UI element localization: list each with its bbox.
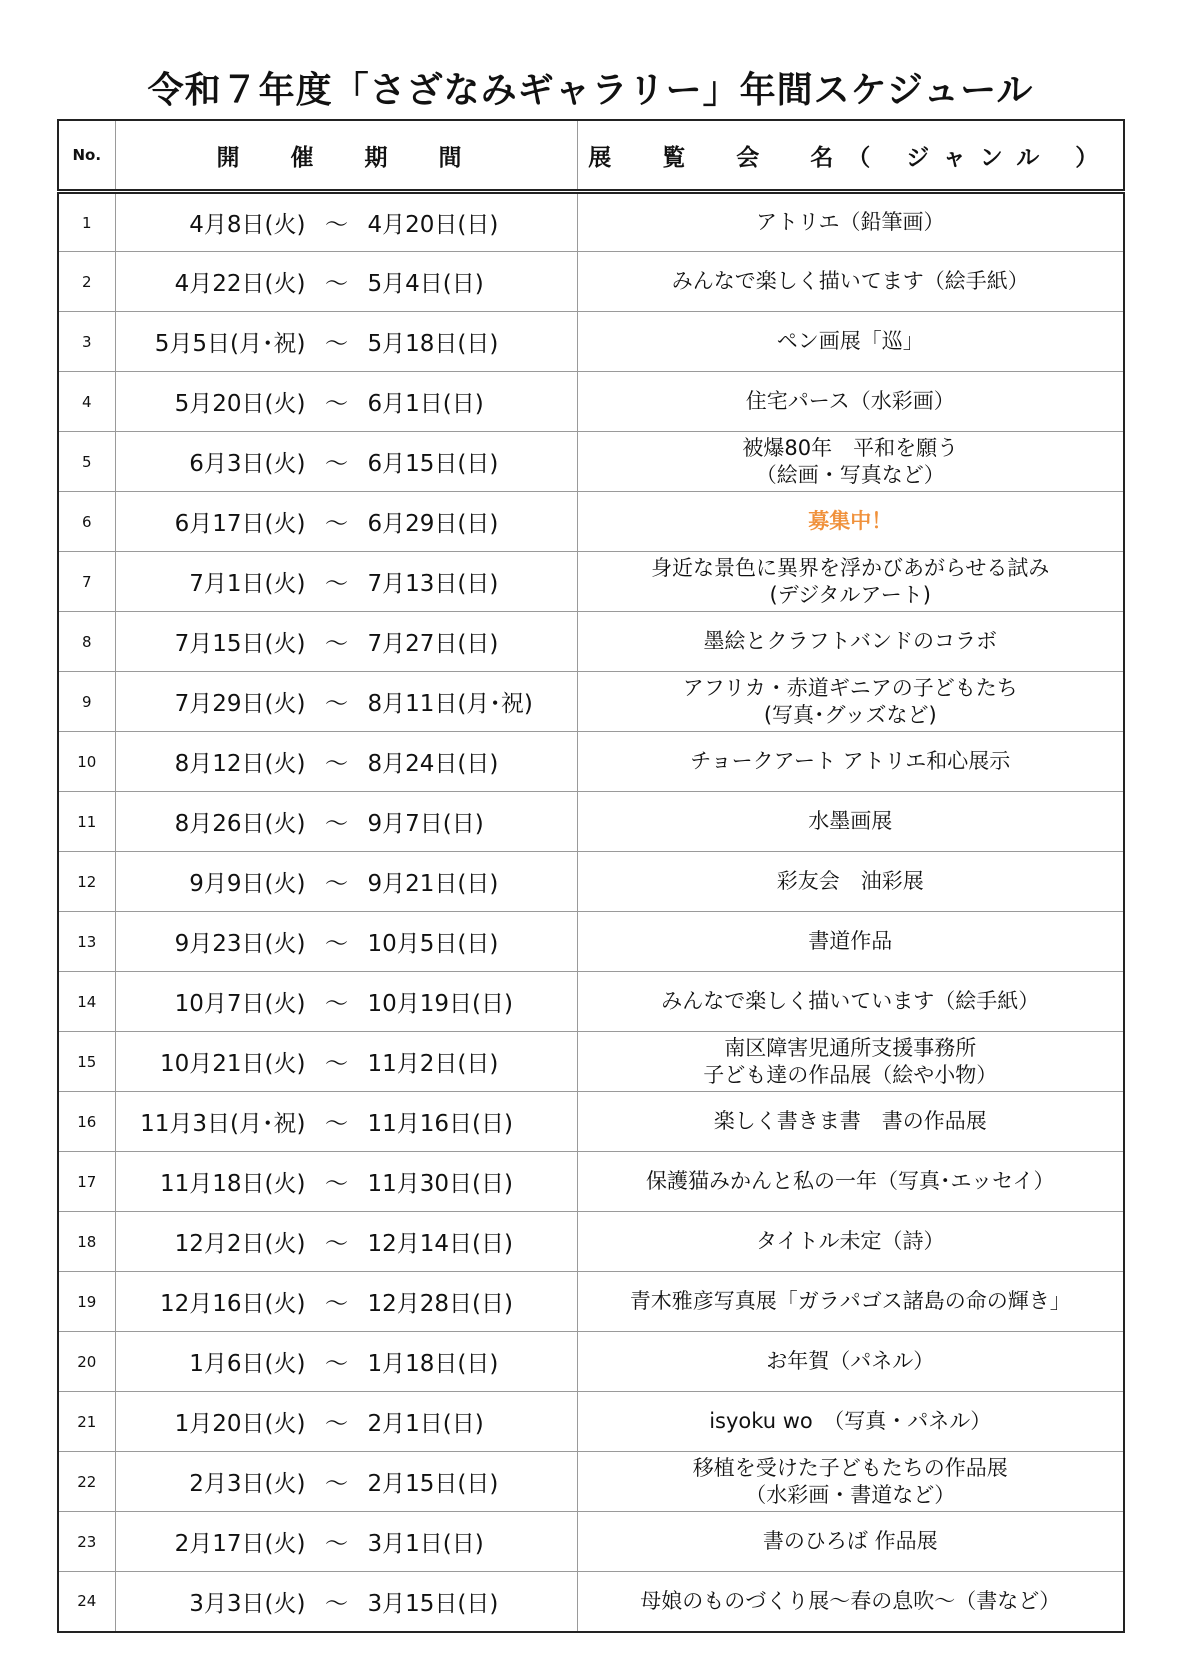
exhibition-name: お年賀（パネル） (766, 1349, 935, 1373)
exhibition-name: 水墨画展 (808, 809, 893, 833)
start-date: 10月7日(火) (174, 991, 306, 1017)
period-cell (115, 1572, 577, 1632)
start-date: 11月18日(火) (160, 1171, 306, 1197)
end-date: 5月18日(日) (367, 331, 499, 357)
date-separator: ～ (325, 271, 348, 297)
period-cell (115, 1152, 577, 1212)
date-separator: ～ (325, 871, 348, 897)
start-date: 12月2日(火) (174, 1231, 306, 1257)
period-cell (115, 1212, 577, 1272)
exhibition-name-cell (577, 312, 1124, 372)
exhibition-genre: (デジタルアート) (769, 582, 931, 607)
start-date: 6月3日(火) (189, 451, 306, 477)
row-number: 5 (58, 432, 115, 492)
period-cell (115, 372, 577, 432)
period-cell (115, 1332, 577, 1392)
column-header-exhibition-name: 展 覧 会 名（ ジャンル ） (577, 120, 1124, 192)
date-separator: ～ (325, 991, 348, 1017)
start-date: 7月29日(火) (174, 691, 306, 717)
table-row (58, 1032, 1124, 1092)
date-separator: ～ (325, 1351, 348, 1377)
exhibition-name: みんなで楽しく描いてます（絵手紙） (671, 269, 1029, 293)
exhibition-name: 書のひろば 作品展 (762, 1529, 938, 1553)
table-row (58, 1512, 1124, 1572)
table-row (58, 312, 1124, 372)
table-row (58, 1212, 1124, 1272)
exhibition-name: 被爆80年 平和を願う (742, 435, 959, 460)
row-number: 2 (58, 252, 115, 312)
table-header-row (58, 120, 1124, 192)
period-cell (115, 1032, 577, 1092)
start-date: 4月22日(火) (174, 271, 306, 297)
end-date: 4月20日(日) (367, 212, 499, 238)
start-date: 5月5日(月･祝) (154, 331, 306, 357)
end-date: 12月28日(日) (367, 1291, 513, 1317)
table-row (58, 252, 1124, 312)
table-row (58, 1272, 1124, 1332)
period-cell (115, 612, 577, 672)
end-date: 3月15日(日) (367, 1590, 499, 1617)
exhibition-name: 青木雅彦写真展「ガラパゴス諸島の命の輝き」 (629, 1289, 1071, 1313)
start-date: 5月20日(火) (174, 391, 306, 417)
table-row (58, 372, 1124, 432)
schedule-table (57, 119, 1125, 1633)
exhibition-name-cell (577, 852, 1124, 912)
exhibition-name: みんなで楽しく描いています（絵手紙） (661, 989, 1040, 1013)
row-number: 15 (58, 1032, 115, 1092)
table-row (58, 192, 1124, 252)
exhibition-name: タイトル未定（詩） (755, 1229, 945, 1253)
start-date: 4月8日(火) (189, 212, 306, 238)
start-date: 1月6日(火) (189, 1351, 306, 1377)
exhibition-name-cell (577, 192, 1124, 252)
exhibition-name: 募集中！ (808, 509, 893, 533)
table-row (58, 852, 1124, 912)
period-cell (115, 192, 577, 252)
exhibition-name-cell (577, 1212, 1124, 1272)
period-cell (115, 972, 577, 1032)
exhibition-name: 身近な景色に異界を浮かびあがらせる試み (651, 555, 1050, 580)
end-date: 11月16日(日) (367, 1111, 513, 1137)
date-separator: ～ (325, 931, 348, 957)
table-row (58, 1452, 1124, 1512)
start-date: 10月21日(火) (160, 1051, 306, 1077)
table-row (58, 552, 1124, 612)
row-number: 4 (58, 372, 115, 432)
exhibition-name: チョークアート アトリエ和心展示 (690, 749, 1011, 773)
exhibition-name-cell (577, 1332, 1124, 1392)
row-number: 8 (58, 612, 115, 672)
start-date: 7月1日(火) (189, 571, 306, 597)
table-row (58, 732, 1124, 792)
period-cell (115, 1092, 577, 1152)
row-number: 7 (58, 552, 115, 612)
date-separator: ～ (325, 1471, 348, 1497)
exhibition-name-cell (577, 252, 1124, 312)
date-separator: ～ (325, 331, 348, 357)
date-separator: ～ (325, 751, 348, 777)
exhibition-name-cell (577, 1512, 1124, 1572)
exhibition-name: ペン画展「巡」 (776, 329, 924, 353)
end-date: 5月4日(日) (367, 271, 484, 297)
row-number: 1 (58, 192, 115, 252)
period-cell (115, 432, 577, 492)
row-number: 3 (58, 312, 115, 372)
column-header-no: No. (58, 120, 115, 192)
row-number: 21 (58, 1392, 115, 1452)
date-separator: ～ (325, 571, 348, 597)
table-row (58, 612, 1124, 672)
end-date: 6月1日(日) (367, 391, 484, 417)
start-date: 12月16日(火) (160, 1291, 306, 1317)
table-row (58, 432, 1124, 492)
start-date: 8月26日(火) (174, 811, 306, 837)
period-cell (115, 672, 577, 732)
end-date: 9月7日(日) (367, 811, 484, 837)
end-date: 1月18日(日) (367, 1351, 499, 1377)
row-number: 22 (58, 1452, 115, 1512)
date-separator: ～ (325, 511, 348, 537)
period-cell (115, 312, 577, 372)
end-date: 12月14日(日) (367, 1231, 513, 1257)
start-date: 11月3日(月･祝) (140, 1111, 306, 1137)
row-number: 10 (58, 732, 115, 792)
exhibition-name: 書道作品 (808, 929, 893, 953)
exhibition-name-cell (577, 912, 1124, 972)
exhibition-name: 保護猫みかんと私の一年（写真･エッセイ） (646, 1169, 1055, 1193)
period-cell (115, 252, 577, 312)
table-row (58, 1152, 1124, 1212)
exhibition-name-cell (577, 792, 1124, 852)
column-header-period: 開 催 期 間 (115, 120, 577, 192)
row-number: 18 (58, 1212, 115, 1272)
exhibition-name: 移植を受けた子どもたちの作品展 (692, 1455, 1008, 1480)
period-cell (115, 552, 577, 612)
exhibition-name-cell (577, 432, 1124, 492)
start-date: 2月3日(火) (189, 1471, 306, 1497)
exhibition-name-cell (577, 672, 1124, 732)
row-number: 19 (58, 1272, 115, 1332)
exhibition-name: 墨絵とクラフトバンドのコラボ (703, 629, 998, 653)
end-date: 7月13日(日) (367, 571, 499, 597)
end-date: 6月29日(日) (367, 511, 499, 537)
date-separator: ～ (325, 1590, 348, 1617)
table-row (58, 792, 1124, 852)
table-row (58, 1332, 1124, 1392)
exhibition-name: 彩友会 油彩展 (776, 869, 924, 893)
row-number: 13 (58, 912, 115, 972)
exhibition-name-cell (577, 612, 1124, 672)
date-separator: ～ (325, 1291, 348, 1317)
period-cell (115, 1272, 577, 1332)
table-row (58, 912, 1124, 972)
start-date: 1月20日(火) (174, 1411, 306, 1437)
exhibition-name-cell (577, 372, 1124, 432)
row-number: 23 (58, 1512, 115, 1572)
exhibition-name: アフリカ・赤道ギニアの子どもたち (682, 675, 1018, 700)
end-date: 3月1日(日) (367, 1531, 484, 1557)
row-number: 6 (58, 492, 115, 552)
row-number: 11 (58, 792, 115, 852)
end-date: 6月15日(日) (367, 451, 499, 477)
exhibition-name: アトリエ（鉛筆画） (755, 210, 945, 234)
table-row (58, 972, 1124, 1032)
exhibition-name-cell (577, 972, 1124, 1032)
date-separator: ～ (325, 451, 348, 477)
exhibition-genre: 子ども達の作品展（絵や小物） (703, 1062, 998, 1087)
exhibition-name-cell (577, 1572, 1124, 1632)
exhibition-name-cell (577, 492, 1124, 552)
start-date: 3月3日(火) (189, 1590, 306, 1617)
date-separator: ～ (325, 1171, 348, 1197)
end-date: 11月30日(日) (367, 1171, 513, 1197)
period-cell (115, 852, 577, 912)
end-date: 11月2日(日) (367, 1051, 499, 1077)
start-date: 9月23日(火) (174, 931, 306, 957)
exhibition-name-cell (577, 1152, 1124, 1212)
end-date: 2月1日(日) (367, 1411, 484, 1437)
table-row (58, 492, 1124, 552)
period-cell (115, 1512, 577, 1572)
exhibition-name: 南区障害児通所支援事務所 (724, 1035, 977, 1060)
row-number: 9 (58, 672, 115, 732)
start-date: 2月17日(火) (174, 1531, 306, 1557)
end-date: 8月11日(月･祝) (367, 691, 533, 717)
period-cell (115, 792, 577, 852)
end-date: 7月27日(日) (367, 631, 499, 657)
exhibition-name-cell (577, 1272, 1124, 1332)
page-title: 令和７年度「さざなみギャラリー」年間スケジュール (147, 70, 1034, 111)
period-cell (115, 492, 577, 552)
date-separator: ～ (325, 1051, 348, 1077)
exhibition-genre: （絵画・写真など） (755, 462, 945, 487)
row-number: 20 (58, 1332, 115, 1392)
table-body (58, 192, 1124, 1632)
exhibition-name-cell (577, 1392, 1124, 1452)
table-row (58, 1092, 1124, 1152)
date-separator: ～ (325, 1531, 348, 1557)
exhibition-name: 住宅パース（水彩画） (745, 389, 955, 413)
date-separator: ～ (325, 811, 348, 837)
date-separator: ～ (325, 1231, 348, 1257)
end-date: 8月24日(日) (367, 751, 499, 777)
period-cell (115, 1392, 577, 1452)
date-separator: ～ (325, 212, 348, 238)
date-separator: ～ (325, 631, 348, 657)
start-date: 9月9日(火) (189, 871, 306, 897)
date-separator: ～ (325, 1111, 348, 1137)
date-separator: ～ (325, 691, 348, 717)
exhibition-genre: （水彩画・書道など） (745, 1482, 956, 1507)
row-number: 14 (58, 972, 115, 1032)
row-number: 24 (58, 1572, 115, 1632)
exhibition-genre: (写真･グッズなど) (763, 702, 937, 727)
row-number: 16 (58, 1092, 115, 1152)
end-date: 10月19日(日) (367, 991, 513, 1017)
table-row (58, 1572, 1124, 1632)
exhibition-name: 楽しく書きま書 書の作品展 (713, 1109, 987, 1133)
period-cell (115, 732, 577, 792)
start-date: 8月12日(火) (174, 751, 306, 777)
exhibition-name-cell (577, 1032, 1124, 1092)
end-date: 10月5日(日) (367, 931, 499, 957)
date-separator: ～ (325, 1411, 348, 1437)
row-number: 12 (58, 852, 115, 912)
exhibition-name-cell (577, 1092, 1124, 1152)
date-separator: ～ (325, 391, 348, 417)
period-cell (115, 912, 577, 972)
end-date: 9月21日(日) (367, 871, 499, 897)
period-cell (115, 1452, 577, 1512)
row-number: 17 (58, 1152, 115, 1212)
exhibition-name: 母娘のものづくり展～春の息吹～（書など） (640, 1588, 1061, 1613)
table-row (58, 1392, 1124, 1452)
start-date: 6月17日(火) (174, 511, 306, 537)
end-date: 2月15日(日) (367, 1471, 499, 1497)
exhibition-name: isyoku wo （写真・パネル） (709, 1409, 992, 1433)
start-date: 7月15日(火) (174, 631, 306, 657)
exhibition-name-cell (577, 732, 1124, 792)
exhibition-name-cell (577, 552, 1124, 612)
exhibition-name-cell (577, 1452, 1124, 1512)
table-row (58, 672, 1124, 732)
